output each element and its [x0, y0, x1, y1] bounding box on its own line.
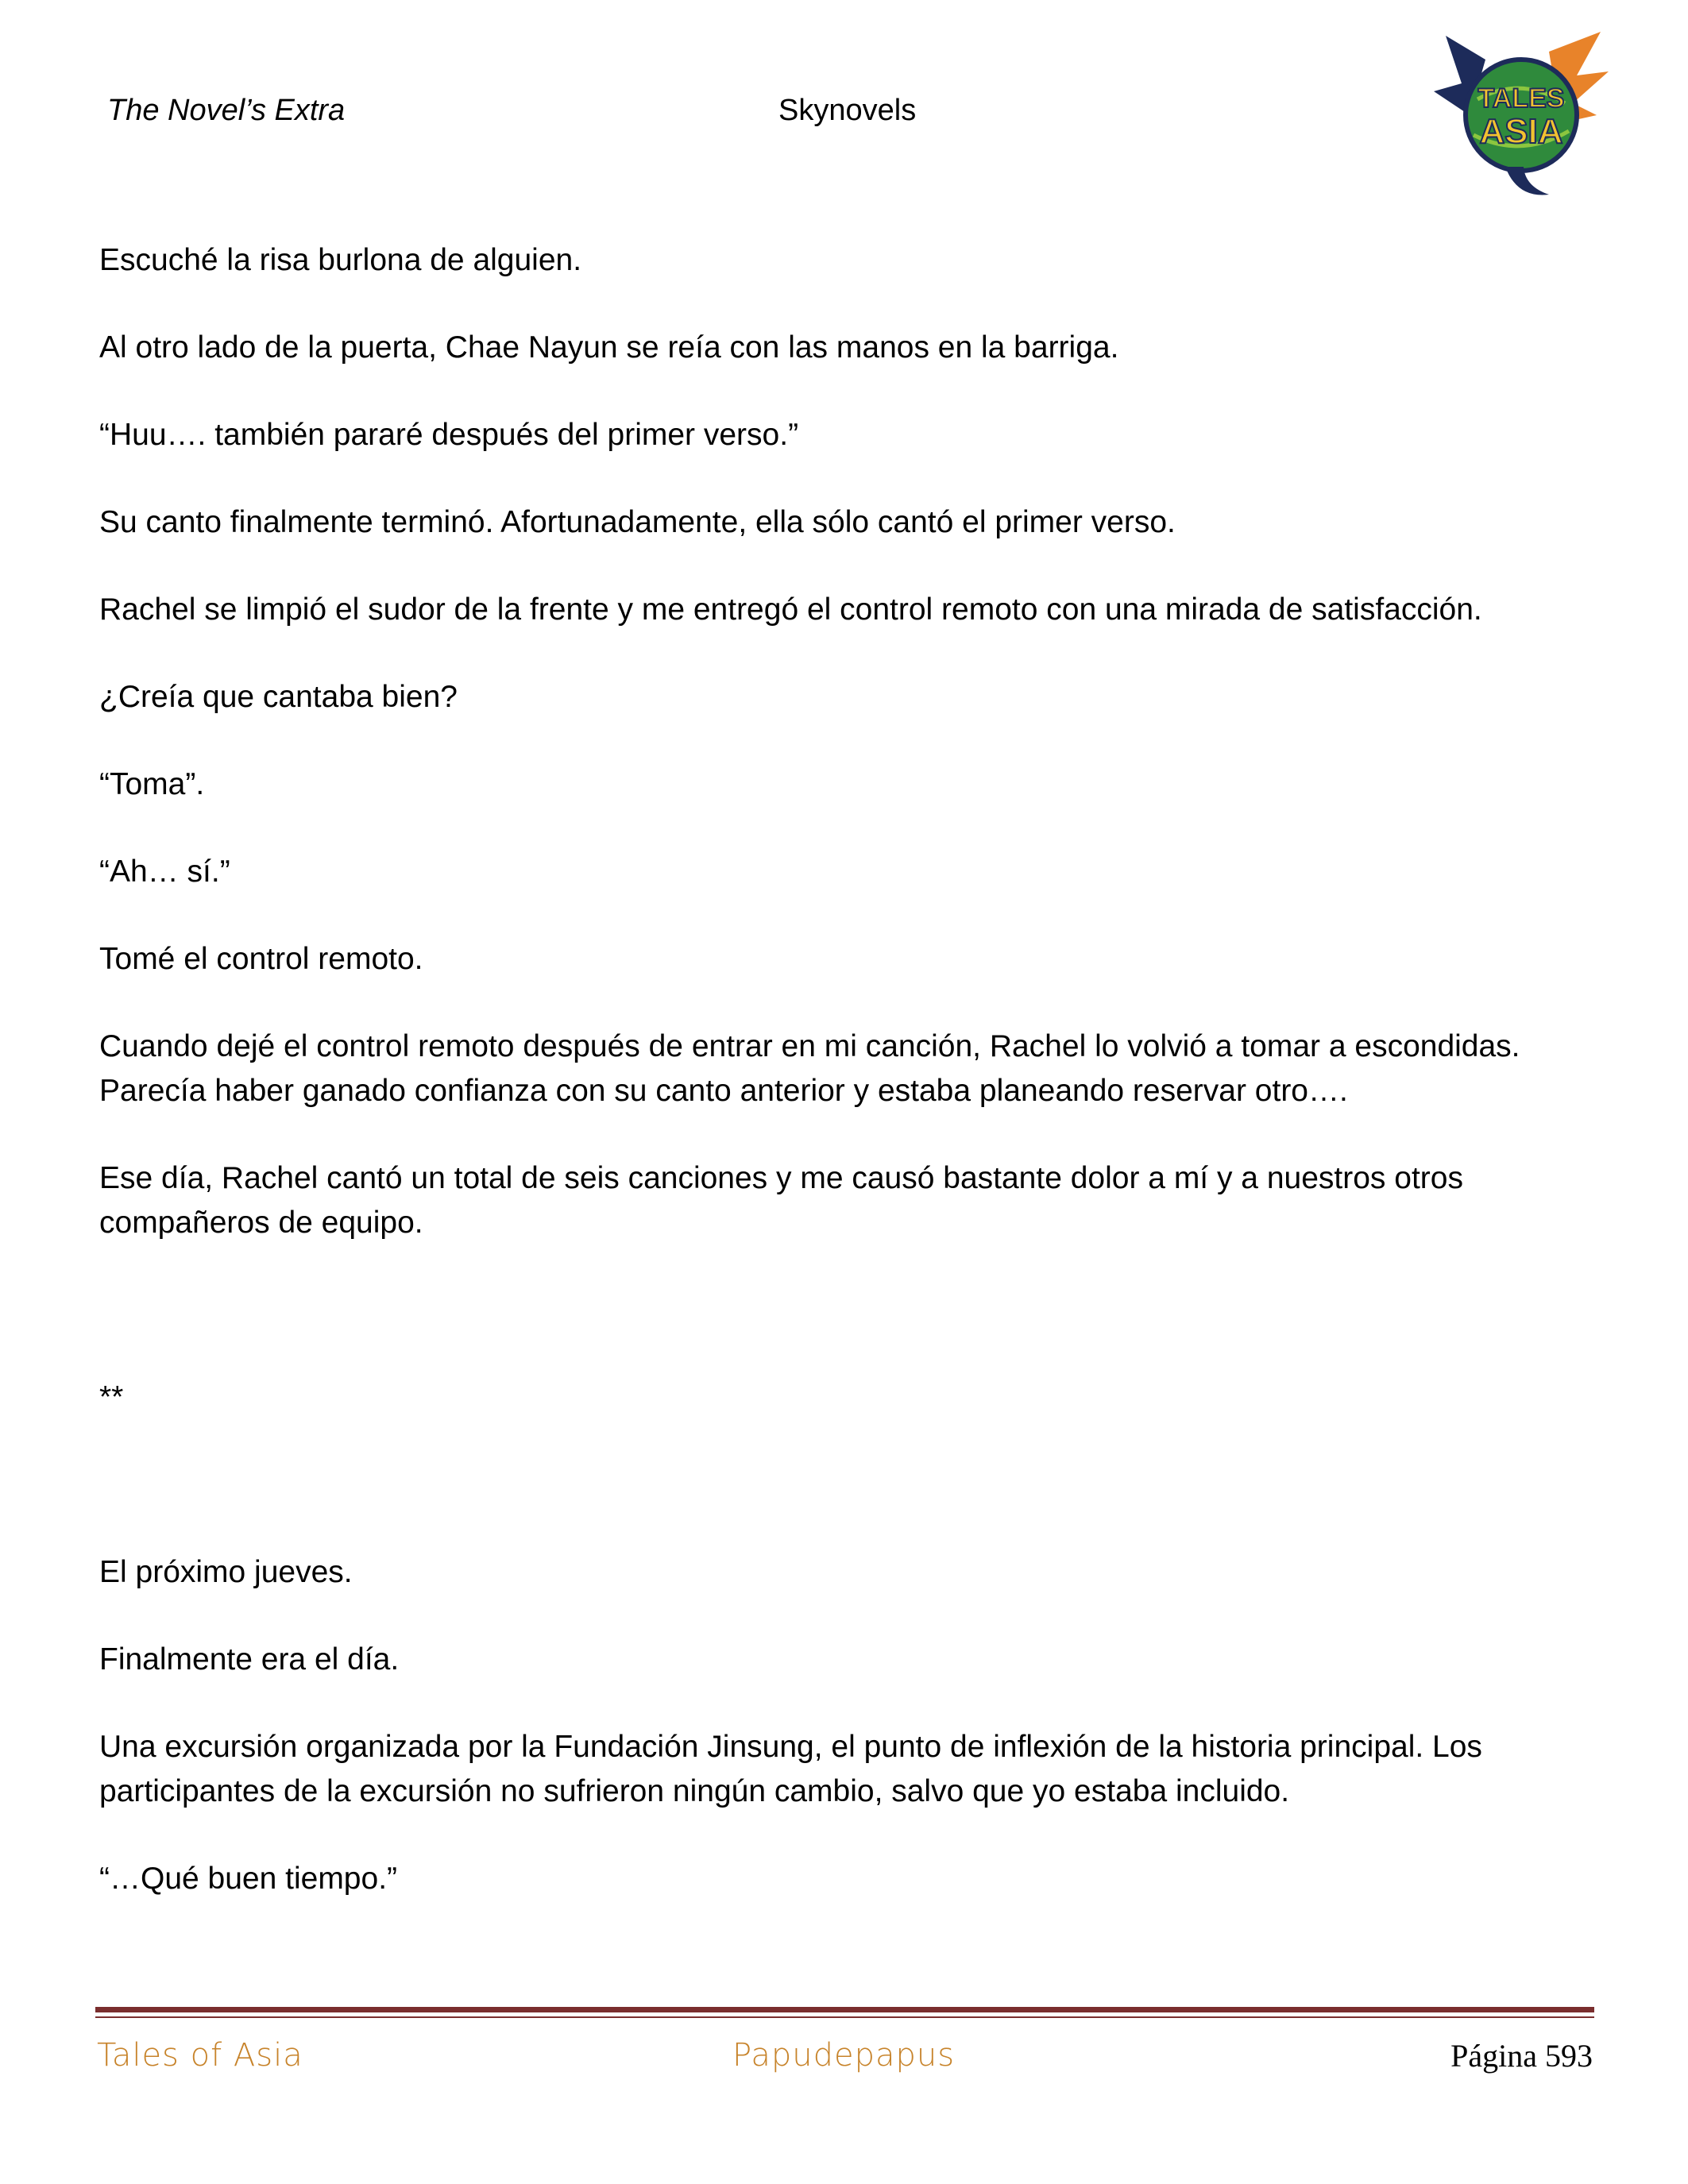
footer-publisher: Tales of Asia — [97, 2037, 303, 2074]
footer-rule-thin — [95, 2016, 1594, 2018]
paragraph: “…Qué buen tiempo.” — [99, 1862, 398, 1896]
tales-of-asia-logo — [1430, 28, 1613, 203]
footer-translator: Papudepapus — [732, 2037, 956, 2074]
logo-text-bottom: ASIA — [1479, 112, 1563, 151]
header-site-name: Skynovels — [778, 94, 917, 127]
paragraph: ¿Creía que cantaba bien? — [99, 680, 458, 714]
paragraph: “Toma”. — [99, 767, 205, 801]
footer-rule — [95, 2007, 1594, 2012]
paragraph: “Huu…. también pararé después del primer verso.” — [99, 418, 799, 452]
paragraph: Al otro lado de la puerta, Chae Nayun se reía con las manos en la barriga. — [99, 330, 1119, 365]
paragraph: Su canto finalmente terminó. Afortunadamente, ella sólo cantó el primer verso. — [99, 505, 1176, 539]
paragraph: Escuché la risa burlona de alguien. — [99, 243, 582, 277]
logo-text-top: TALES — [1477, 83, 1565, 114]
paragraph: “Ah… sí.” — [99, 855, 230, 889]
paragraph: Ese día, Rachel cantó un total de seis canciones y me causó bastante dolor a mí y a nuestros otros compañeros de equipo. — [99, 1161, 1463, 1240]
paragraph: Tomé el control remoto. — [99, 942, 423, 976]
section-spacer — [99, 1463, 1593, 1550]
paragraph: Rachel se limpió el sudor de la frente y me entregó el control remoto con una mirada de satisfacción. — [99, 592, 1482, 627]
chapter-body — [99, 238, 1593, 1944]
paragraph: Finalmente era el día. — [99, 1642, 400, 1677]
header-book-title: The Novel’s Extra — [107, 94, 346, 127]
section-spacer — [99, 1288, 1593, 1376]
paragraph: Una excursión organizada por la Fundación Jinsung, el punto de inflexión de la historia principal. Los participantes de la excursión no sufrieron ningún cambio, salvo que yo estaba incluido. — [99, 1730, 1482, 1808]
paragraph: Cuando dejé el control remoto después de entrar en mi canción, Rachel lo volvió a tomar a escondidas. Parecía haber ganado confianza con su canto anterior y estaba planeando reservar otro…. — [99, 1029, 1520, 1108]
scene-break: ** — [99, 1380, 124, 1414]
paragraph: El próximo jueves. — [99, 1555, 353, 1589]
footer-page-number: Página 593 — [1450, 2038, 1593, 2074]
